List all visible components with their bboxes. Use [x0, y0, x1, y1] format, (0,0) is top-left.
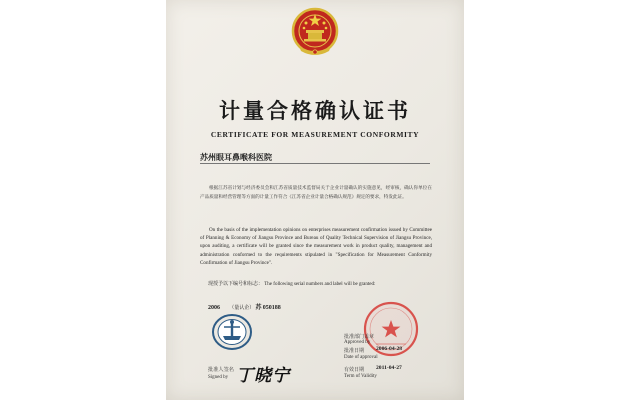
handwritten-signature: 丁晓宁 [234, 366, 294, 386]
certificate-title-cn: 计量合格确认证书 [219, 99, 411, 123]
certificate-serial-number: 050188 [262, 305, 281, 311]
valid-date-label-cn: 有效日期 [344, 367, 365, 373]
certificate-title-en: CERTIFICATE FOR MEASUREMENT CONFORMITY [210, 130, 420, 139]
valid-date: 2011-04-27 [376, 365, 402, 371]
certificate-year: 2006 [208, 305, 220, 311]
issue-date: 2006-04-28 [376, 346, 403, 352]
issue-date-label-cn: 批准日期 [344, 348, 365, 354]
national-emblem-icon [289, 4, 341, 60]
organization-underline [200, 163, 430, 164]
certificate-issuer-tag: （量认企） [229, 306, 255, 311]
signer-label-cn: 批准人签名 [208, 367, 234, 373]
certificate-number-line [208, 302, 281, 311]
organization-name: 苏州眼耳鼻喉科医院 [200, 153, 272, 162]
serial-number-intro: 现授予以下编号和标志： The following serial numbers and label will be granted: [208, 282, 376, 287]
certificate-body-en: On the basis of the implementation opinions on enterprises measurement confirmation issued by Committee of Planning & Economy of Jiangsu Province and Bureau of Quality Technical Supervision of Jiangsu Province, upon auditing, a certificate will be granted since the measurement work in product quality, management and administration conformed to the requirements stipulated in "Specification for Measurement Conformity Confirmation of Jiangsu Province". [200, 227, 432, 266]
issue-date-label-en: Date of approval [344, 355, 378, 360]
valid-date-label-en: Term of Validity [344, 374, 377, 379]
certificate-prefix: 苏 [255, 305, 262, 311]
ministry-label-cn: 批准部门盖章 [344, 334, 375, 340]
metrology-logo-icon [211, 313, 253, 351]
certificate-body-cn: 根据江苏省计划与经济委员会和江苏省质量技术监督局关于企业计量确认的实施意见，经审核，确认你单位在产品质量和经营管理等方面的计量工作符合《江苏省企业计量合格确认规范》规定的要求，特发此证。 [200, 186, 432, 200]
certificate-document [166, 0, 464, 400]
signer-label-en: Signed by [208, 375, 229, 380]
ministry-label-en: Approved by [344, 340, 371, 345]
